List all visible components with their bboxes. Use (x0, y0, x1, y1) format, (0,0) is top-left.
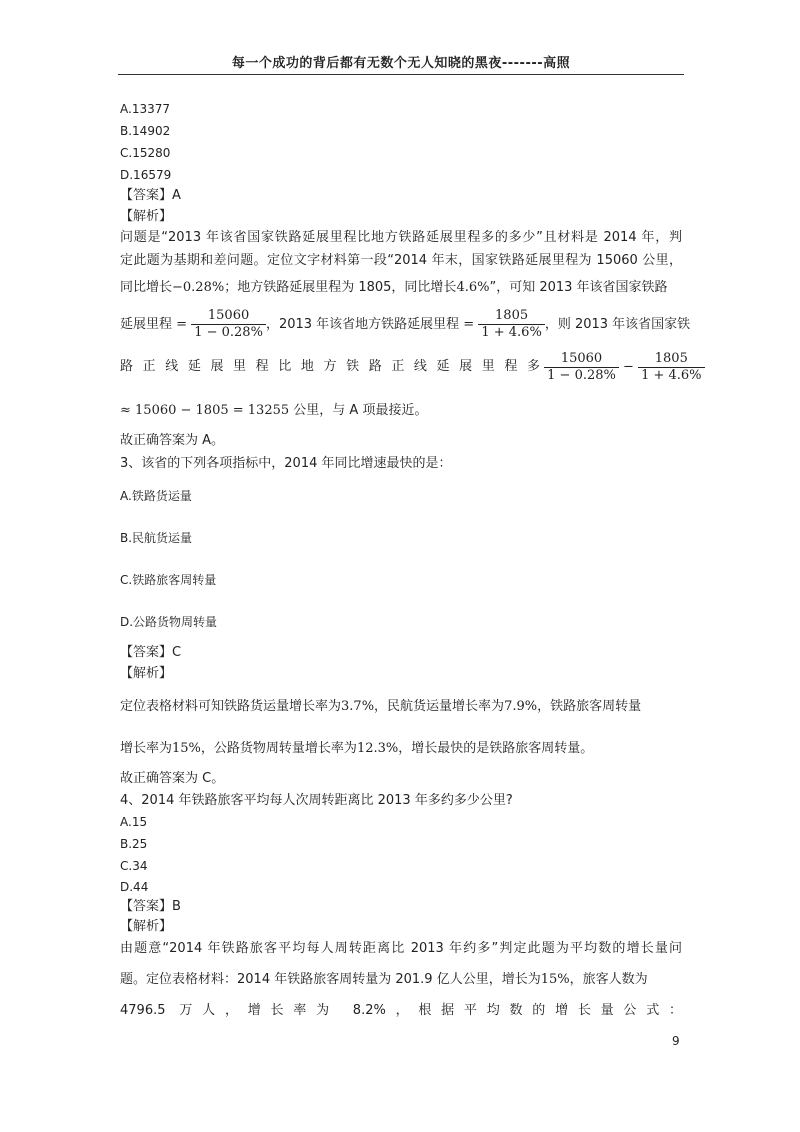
text-fragment: ”，可知 2013 年该省国家铁路 (489, 280, 668, 295)
text-fragment: ；地方铁路延展里程为 1805，同比增长 (224, 280, 457, 295)
analysis-text-line: 4796.5 万人，增长率为 8.2%，根据平均数的增长量公式： (120, 1003, 682, 1018)
text-fragment: ，民航货运量增长率为 (374, 699, 505, 714)
math-value: −0.28% (172, 280, 225, 295)
math-value: 12.3% (356, 741, 399, 756)
fraction-local (478, 308, 544, 341)
answer-label: 【答案】A (120, 188, 181, 203)
text-fragment: 题。定位表格材料：2014 年铁路旅客周转量为 201.9 亿人公里，增长为 (120, 972, 541, 987)
option-c: C.铁路旅客周转量 (120, 573, 217, 587)
option-a: A.13377 (120, 102, 170, 116)
analysis-text-line (120, 279, 668, 297)
fraction-denominator: 1 + 4.6% (478, 324, 544, 341)
text-fragment: 路正线延展里程比地方铁路正线延展里程多 (120, 359, 540, 374)
analysis-text-line: 由题意“2014 年铁路旅客平均每人周转距离比 2013 年约多”判定此题为平均数的增长量问 (120, 941, 682, 956)
fraction-numerator: 15060 (207, 308, 250, 323)
option-a: A.15 (120, 815, 148, 829)
page-header: 每一个成功的背后都有无数个无人知晓的黑夜-------高照 (231, 56, 571, 71)
text-fragment: ，2013 年该省地方铁路延展里程 (265, 317, 460, 332)
question-title: 4、2014 年铁路旅客平均每人次周转距离比 2013 年多约多少公里? (120, 793, 513, 808)
option-d: D.公路货物周转量 (120, 615, 218, 629)
text-fragment: ，增长最快的是铁路旅客周转量。 (398, 741, 594, 756)
analysis-formula-line (120, 350, 705, 385)
option-d: D.16579 (120, 168, 172, 182)
analysis-label: 【解析】 (120, 209, 173, 224)
analysis-label: 【解析】 (120, 666, 173, 681)
math-value: 15% (172, 741, 201, 756)
math-value: 7.9% (504, 699, 538, 714)
option-c: C.34 (120, 859, 148, 873)
fraction-numerator: 1805 (654, 350, 688, 366)
answer-label: 【答案】C (120, 645, 182, 660)
text-fragment: ，公路货物周转量增长率为 (200, 741, 357, 756)
analysis-text-line (120, 740, 593, 758)
fraction-national (191, 308, 266, 341)
text-fragment: 同比增长 (120, 280, 173, 295)
header-rule (118, 74, 684, 75)
minus-sign: − (623, 359, 634, 375)
analysis-text-line: 定此题为基期和差问题。定位文字材料第一段“2014 年末，国家铁路延展里程为 15060 公里， (120, 253, 682, 268)
text-fragment: ，铁路旅客周转量 (537, 699, 642, 714)
analysis-text-line (120, 971, 648, 989)
text-fragment: 定位表格材料可知铁路货运量增长率为 (120, 699, 342, 714)
option-b: B.14902 (120, 124, 171, 138)
option-c: C.15280 (120, 146, 171, 160)
option-b: B.25 (120, 837, 148, 851)
text-fragment: 增长率为 (120, 741, 173, 756)
analysis-text-line: 问题是“2013 年该省国家铁路延展里程比地方铁路延展里程多的多少”且材料是 2014 年，判 (120, 230, 682, 245)
math-result: ≈ 15060 − 1805 = 13255 (120, 403, 290, 418)
fraction-national (544, 351, 619, 384)
option-a: A.铁路货运量 (120, 489, 192, 503)
math-value: 4.6% (456, 280, 490, 295)
math-value: 3.7% (341, 699, 375, 714)
analysis-label: 【解析】 (120, 919, 173, 934)
analysis-text-line (120, 698, 641, 716)
text-fragment: 公里，与 A 项最接近。 (293, 403, 428, 418)
text-fragment: ，旅客人数为 (569, 972, 648, 987)
fraction-local (638, 351, 704, 384)
fraction-numerator: 15060 (560, 350, 603, 366)
question-title: 3、该省的下列各项指标中，2014 年同比增速最快的是： (120, 456, 452, 471)
equals-sign: = (176, 317, 188, 332)
fraction-denominator: 1 − 0.28% (544, 367, 619, 384)
analysis-formula-line (120, 308, 690, 342)
fraction-denominator: 1 + 4.6% (638, 367, 704, 384)
conclusion: 故正确答案为 A。 (120, 433, 225, 448)
text-fragment: ，则 2013 年该省国家铁 (544, 317, 691, 332)
equals-sign: = (463, 317, 475, 332)
answer-label: 【答案】B (120, 899, 181, 914)
fraction-denominator: 1 − 0.28% (191, 324, 266, 341)
analysis-result-line (120, 402, 427, 420)
page-number: 9 (672, 1034, 680, 1048)
math-value: 15% (540, 972, 570, 987)
text-fragment: 延展里程 (120, 317, 173, 332)
option-b: B.民航货运量 (120, 531, 193, 545)
fraction-numerator: 1805 (495, 308, 529, 323)
conclusion: 故正确答案为 C。 (120, 771, 225, 786)
option-d: D.44 (120, 880, 149, 894)
